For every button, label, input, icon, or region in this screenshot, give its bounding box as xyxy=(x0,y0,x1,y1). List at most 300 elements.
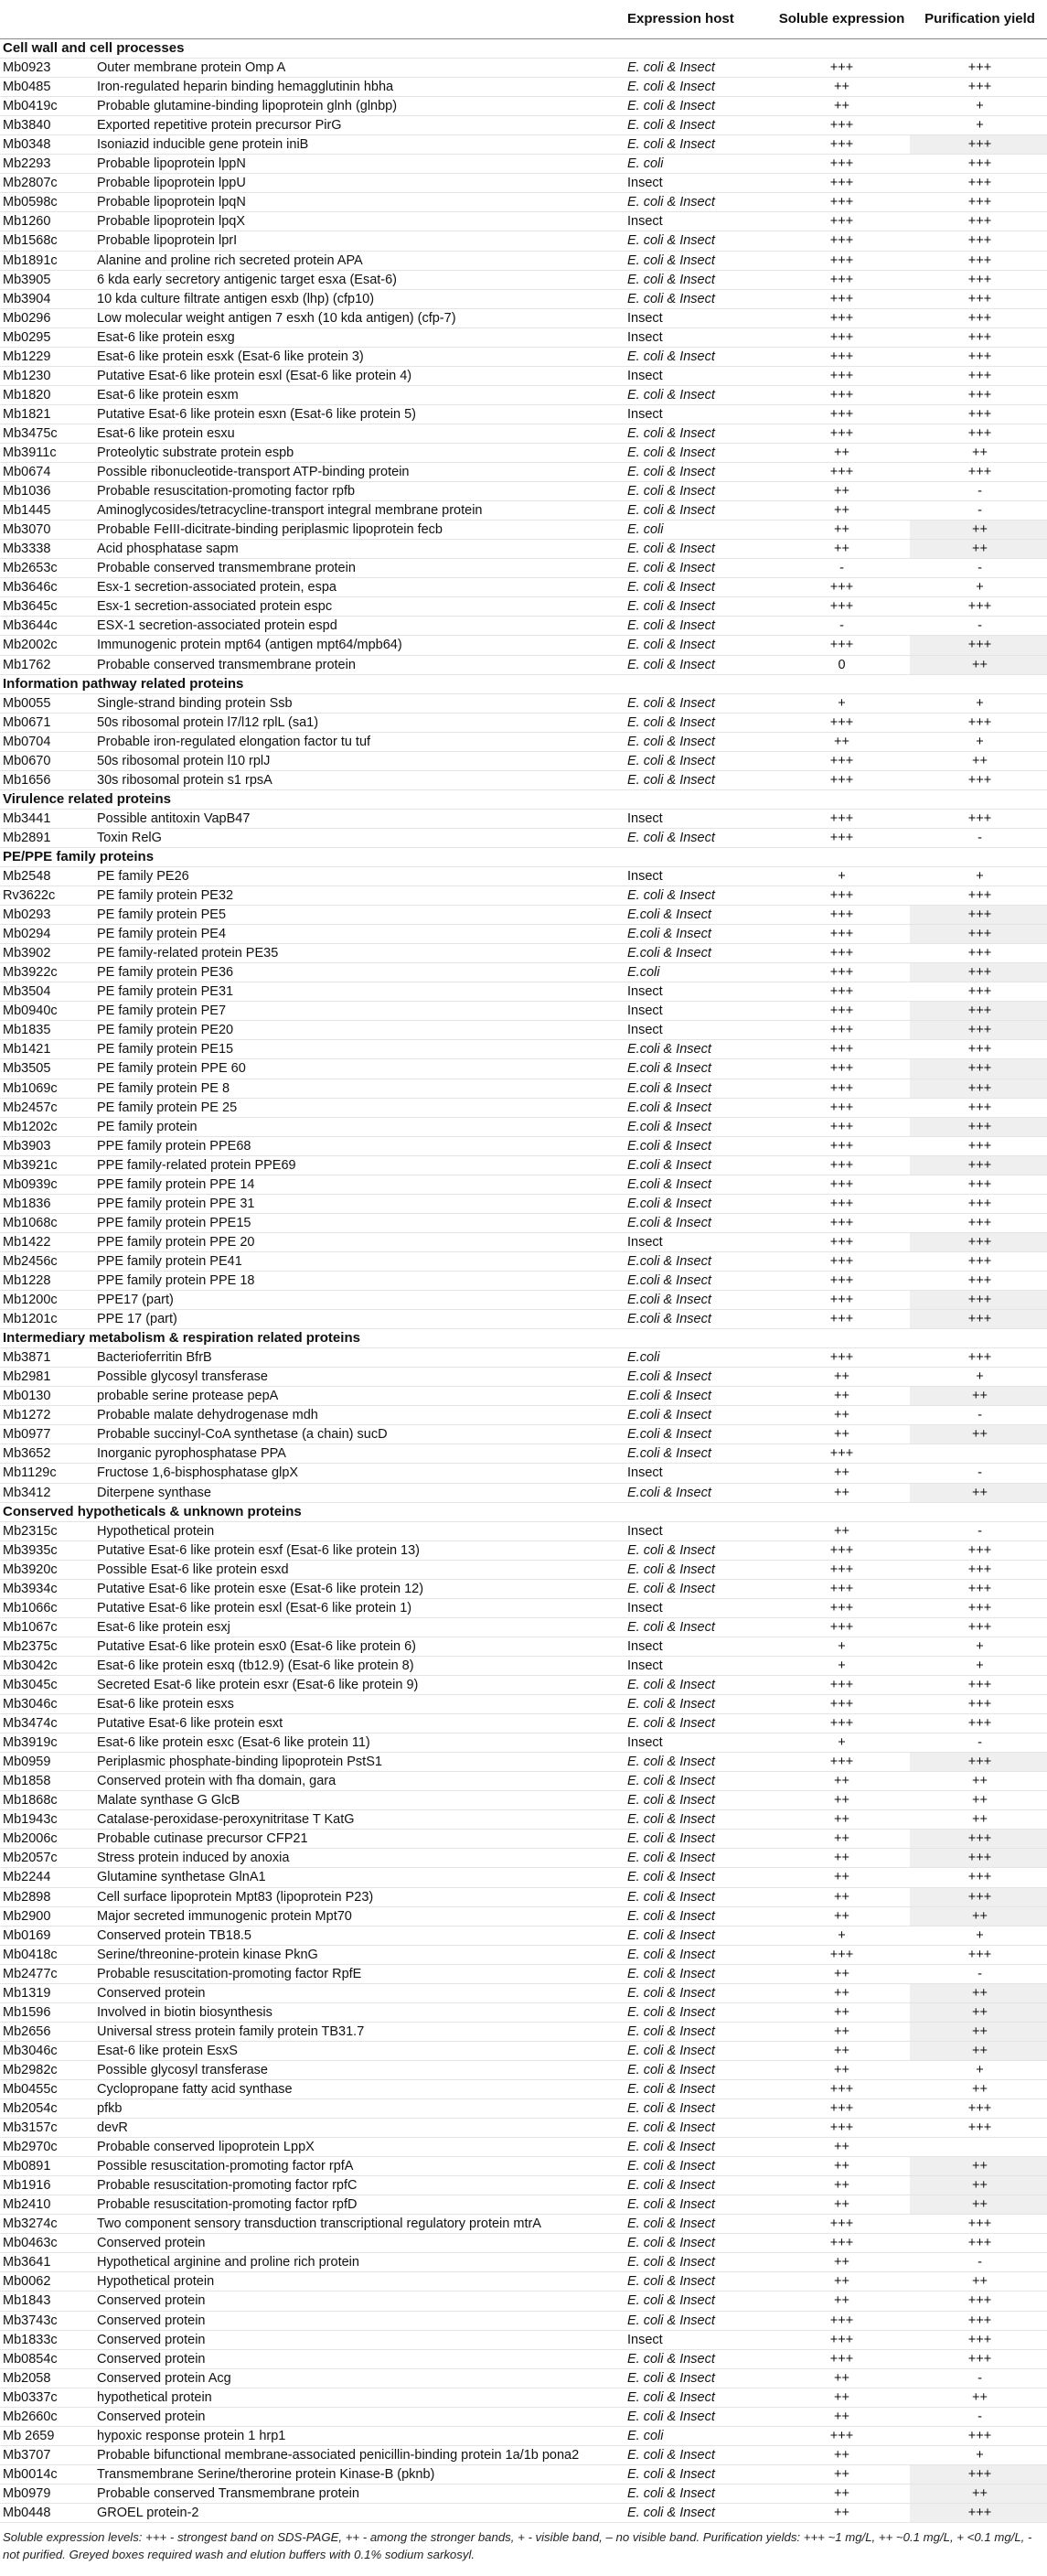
cell-gene-id: Mb3935c xyxy=(0,1540,94,1560)
cell-expression-host: E. coli & Insect xyxy=(625,1695,771,1714)
cell-expression-host: E. coli & Insect xyxy=(625,1849,771,1868)
cell-soluble-expression: +++ xyxy=(771,1695,910,1714)
cell-expression-host: Insect xyxy=(625,1733,771,1753)
cell-gene-id: Mb0923 xyxy=(0,59,94,78)
table-row xyxy=(0,1425,1047,1444)
cell-soluble-expression: + xyxy=(771,693,910,713)
cell-description: Diterpene synthase xyxy=(94,1483,625,1502)
cell-purification-yield: +++ xyxy=(910,2119,1047,2138)
cell-expression-host: E. coli & Insect xyxy=(625,1906,771,1926)
table-row xyxy=(0,1040,1047,1059)
cell-description: PPE family protein PPE 14 xyxy=(94,1175,625,1194)
cell-soluble-expression: +++ xyxy=(771,1617,910,1637)
cell-soluble-expression: ++ xyxy=(771,2292,910,2311)
cell-description: Hypothetical arginine and proline rich protein xyxy=(94,2253,625,2272)
cell-description: Esx-1 secretion-associated protein, espa xyxy=(94,578,625,597)
cell-purification-yield: +++ xyxy=(910,347,1047,366)
table-row xyxy=(0,482,1047,501)
cell-soluble-expression: ++ xyxy=(771,2138,910,2157)
cell-gene-id: Mb1943c xyxy=(0,1810,94,1830)
cell-expression-host: E. coli & Insect xyxy=(625,1868,771,1887)
cell-soluble-expression: 0 xyxy=(771,655,910,674)
table-row xyxy=(0,424,1047,443)
table-row xyxy=(0,1560,1047,1579)
cell-purification-yield: +++ xyxy=(910,212,1047,231)
cell-expression-host: E.coli & Insect xyxy=(625,1387,771,1406)
cell-purification-yield: - xyxy=(910,2368,1047,2388)
cell-expression-host: E. coli & Insect xyxy=(625,2311,771,2330)
cell-soluble-expression: +++ xyxy=(771,1002,910,1021)
cell-gene-id: Mb3474c xyxy=(0,1714,94,1733)
table-row xyxy=(0,97,1047,116)
cell-gene-id: Mb1228 xyxy=(0,1272,94,1291)
cell-description: Probable conserved lipoprotein LppX xyxy=(94,2138,625,2157)
cell-gene-id: Mb0463c xyxy=(0,2234,94,2253)
cell-soluble-expression: +++ xyxy=(771,212,910,231)
cell-description: Hypothetical protein xyxy=(94,1521,625,1540)
cell-soluble-expression: +++ xyxy=(771,404,910,424)
cell-gene-id: Mb1230 xyxy=(0,366,94,385)
cell-description: 30s ribosomal protein s1 rpsA xyxy=(94,770,625,789)
cell-purification-yield: - xyxy=(910,1521,1047,1540)
cell-purification-yield: ++ xyxy=(910,2195,1047,2215)
cell-soluble-expression: +++ xyxy=(771,1098,910,1117)
cell-description: Catalase-peroxidase-peroxynitritase T KatG xyxy=(94,1810,625,1830)
cell-soluble-expression: +++ xyxy=(771,251,910,270)
table-row xyxy=(0,1656,1047,1675)
cell-expression-host: E. coli & Insect xyxy=(625,2176,771,2195)
cell-gene-id: Mb2054c xyxy=(0,2099,94,2119)
cell-description: probable serine protease pepA xyxy=(94,1387,625,1406)
table-row xyxy=(0,2002,1047,2022)
cell-purification-yield: +++ xyxy=(910,2330,1047,2349)
cell-purification-yield: - xyxy=(910,1464,1047,1483)
cell-gene-id: Mb3157c xyxy=(0,2119,94,2138)
cell-description: Cell surface lipoprotein Mpt83 (lipoprotein P23) xyxy=(94,1887,625,1906)
cell-expression-host: E.coli & Insect xyxy=(625,1213,771,1232)
cell-gene-id: Mb2293 xyxy=(0,155,94,174)
cell-purification-yield: +++ xyxy=(910,385,1047,404)
cell-expression-host: Insect xyxy=(625,1232,771,1251)
table-row xyxy=(0,1021,1047,1040)
cell-gene-id: Mb1820 xyxy=(0,385,94,404)
cell-gene-id: Mb0337c xyxy=(0,2388,94,2407)
cell-soluble-expression: +++ xyxy=(771,1194,910,1213)
table-row xyxy=(0,1695,1047,1714)
cell-purification-yield: ++ xyxy=(910,521,1047,540)
table-row xyxy=(0,1194,1047,1213)
cell-expression-host: E. coli & Insect xyxy=(625,2119,771,2138)
cell-purification-yield: +++ xyxy=(910,424,1047,443)
cell-purification-yield: ++ xyxy=(910,1387,1047,1406)
cell-expression-host: Insect xyxy=(625,1521,771,1540)
cell-description: Aminoglycosides/tetracycline-transport integral membrane protein xyxy=(94,501,625,521)
cell-soluble-expression: +++ xyxy=(771,886,910,906)
cell-soluble-expression: +++ xyxy=(771,1560,910,1579)
cell-soluble-expression: +++ xyxy=(771,1251,910,1271)
cell-gene-id: Mb1272 xyxy=(0,1406,94,1425)
cell-soluble-expression: ++ xyxy=(771,1830,910,1849)
cell-description: Probable resuscitation-promoting factor rpfC xyxy=(94,2176,625,2195)
table-row xyxy=(0,2388,1047,2407)
cell-purification-yield: +++ xyxy=(910,1213,1047,1232)
cell-description: PE family PE26 xyxy=(94,867,625,886)
cell-soluble-expression: ++ xyxy=(771,2445,910,2464)
table-row xyxy=(0,617,1047,636)
cell-soluble-expression: +++ xyxy=(771,347,910,366)
cell-purification-yield: +++ xyxy=(910,1098,1047,1117)
cell-expression-host: E. coli & Insect xyxy=(625,597,771,617)
cell-gene-id: Mb1066c xyxy=(0,1598,94,1617)
cell-soluble-expression: ++ xyxy=(771,2022,910,2041)
cell-description: Hypothetical protein xyxy=(94,2272,625,2292)
cell-gene-id: Mb3920c xyxy=(0,1560,94,1579)
cell-expression-host: E. coli & Insect xyxy=(625,2215,771,2234)
cell-soluble-expression: +++ xyxy=(771,1291,910,1310)
cell-purification-yield: ++ xyxy=(910,1983,1047,2002)
cell-gene-id: Mb1319 xyxy=(0,1983,94,2002)
cell-expression-host: E. coli & Insect xyxy=(625,1714,771,1733)
table-row xyxy=(0,2215,1047,2234)
cell-description: Alanine and proline rich secreted protein APA xyxy=(94,251,625,270)
cell-expression-host: E. coli & Insect xyxy=(625,1983,771,2002)
cell-gene-id: Mb0959 xyxy=(0,1753,94,1772)
table-row xyxy=(0,2176,1047,2195)
cell-description: Probable resuscitation-promoting factor rpfD xyxy=(94,2195,625,2215)
table-row xyxy=(0,1714,1047,1733)
cell-soluble-expression: +++ xyxy=(771,1753,910,1772)
cell-expression-host: Insect xyxy=(625,308,771,327)
table-row xyxy=(0,1387,1047,1406)
table-row xyxy=(0,828,1047,847)
cell-gene-id: Mb1260 xyxy=(0,212,94,231)
cell-purification-yield: ++ xyxy=(910,443,1047,462)
cell-description: Cyclopropane fatty acid synthase xyxy=(94,2079,625,2098)
cell-description: PE family protein PPE 60 xyxy=(94,1059,625,1079)
cell-purification-yield: ++ xyxy=(910,655,1047,674)
cell-purification-yield: +++ xyxy=(910,1136,1047,1155)
table-row xyxy=(0,2349,1047,2368)
table-row xyxy=(0,1368,1047,1387)
table-row xyxy=(0,1617,1047,1637)
cell-expression-host: E. coli & Insect xyxy=(625,2368,771,2388)
table-row xyxy=(0,2041,1047,2060)
cell-soluble-expression: +++ xyxy=(771,1598,910,1617)
cell-expression-host: E. coli & Insect xyxy=(625,135,771,155)
cell-purification-yield: +++ xyxy=(910,2311,1047,2330)
cell-purification-yield: - xyxy=(910,482,1047,501)
cell-expression-host: E.coli & Insect xyxy=(625,1368,771,1387)
table-row xyxy=(0,1887,1047,1906)
cell-description: Probable malate dehydrogenase mdh xyxy=(94,1406,625,1425)
cell-gene-id: Mb2900 xyxy=(0,1906,94,1926)
table-row xyxy=(0,732,1047,751)
table-body xyxy=(0,39,1047,2523)
table-row xyxy=(0,1464,1047,1483)
table-row xyxy=(0,1579,1047,1598)
cell-expression-host: E. coli & Insect xyxy=(625,1964,771,1983)
cell-expression-host: Insect xyxy=(625,1021,771,1040)
cell-expression-host: E. coli & Insect xyxy=(625,97,771,116)
cell-soluble-expression: +++ xyxy=(771,2330,910,2349)
cell-expression-host: E. coli & Insect xyxy=(625,1887,771,1906)
table-row xyxy=(0,135,1047,155)
cell-expression-host: E. coli & Insect xyxy=(625,251,771,270)
cell-description: Conserved protein xyxy=(94,2292,625,2311)
table-row xyxy=(0,59,1047,78)
cell-purification-yield: +++ xyxy=(910,1272,1047,1291)
table-row xyxy=(0,2138,1047,2157)
table-row xyxy=(0,404,1047,424)
table-row xyxy=(0,251,1047,270)
cell-description: Esx-1 secretion-associated protein espc xyxy=(94,597,625,617)
cell-expression-host: E. coli & Insect xyxy=(625,231,771,251)
cell-gene-id: Mb3641 xyxy=(0,2253,94,2272)
cell-description: Probable glutamine-binding lipoprotein glnh (glnbp) xyxy=(94,97,625,116)
cell-gene-id: Mb1596 xyxy=(0,2002,94,2022)
cell-gene-id: Mb3921c xyxy=(0,1155,94,1175)
cell-soluble-expression: +++ xyxy=(771,1348,910,1368)
cell-description: PE family protein PE31 xyxy=(94,982,625,1002)
cell-expression-host: Insect xyxy=(625,867,771,886)
cell-soluble-expression: ++ xyxy=(771,2388,910,2407)
cell-description: Two component sensory transduction transcriptional regulatory protein mtrA xyxy=(94,2215,625,2234)
cell-gene-id: Mb0455c xyxy=(0,2079,94,2098)
cell-description: Outer membrane protein Omp A xyxy=(94,59,625,78)
cell-soluble-expression: + xyxy=(771,1637,910,1656)
cell-description: PE family protein PE 25 xyxy=(94,1098,625,1117)
cell-description: Probable lipoprotein lprI xyxy=(94,231,625,251)
cell-description: Conserved protein xyxy=(94,2234,625,2253)
cell-soluble-expression: +++ xyxy=(771,713,910,732)
cell-purification-yield: ++ xyxy=(910,1483,1047,1502)
cell-description: Probable iron-regulated elongation factor tu tuf xyxy=(94,732,625,751)
cell-purification-yield: - xyxy=(910,617,1047,636)
cell-purification-yield: - xyxy=(910,559,1047,578)
section-title: Virulence related proteins xyxy=(0,789,1047,809)
cell-soluble-expression: +++ xyxy=(771,1444,910,1464)
cell-soluble-expression: +++ xyxy=(771,1059,910,1079)
cell-expression-host: E. coli & Insect xyxy=(625,385,771,404)
cell-description: Possible resuscitation-promoting factor rpfA xyxy=(94,2157,625,2176)
cell-expression-host: E. coli & Insect xyxy=(625,1791,771,1810)
cell-expression-host: Insect xyxy=(625,809,771,828)
cell-purification-yield: +++ xyxy=(910,906,1047,925)
cell-description: PPE family protein PPE 31 xyxy=(94,1194,625,1213)
cell-expression-host: Insect xyxy=(625,1464,771,1483)
cell-purification-yield: - xyxy=(910,2253,1047,2272)
cell-soluble-expression: +++ xyxy=(771,1714,910,1733)
cell-gene-id: Mb1067c xyxy=(0,1617,94,1637)
cell-expression-host: E.coli & Insect xyxy=(625,1155,771,1175)
cell-gene-id: Mb2456c xyxy=(0,1251,94,1271)
cell-gene-id: Mb1200c xyxy=(0,1291,94,1310)
cell-description: Conserved protein xyxy=(94,2407,625,2426)
cell-description: PE family protein PE20 xyxy=(94,1021,625,1040)
cell-description: Conserved protein xyxy=(94,2330,625,2349)
cell-gene-id: Mb3904 xyxy=(0,289,94,308)
cell-purification-yield: - xyxy=(910,1964,1047,1983)
cell-soluble-expression: + xyxy=(771,1926,910,1945)
table-row xyxy=(0,1964,1047,1983)
table-row xyxy=(0,1540,1047,1560)
cell-soluble-expression: ++ xyxy=(771,1406,910,1425)
table-row xyxy=(0,385,1047,404)
cell-soluble-expression: +++ xyxy=(771,751,910,770)
cell-purification-yield: +++ xyxy=(910,1175,1047,1194)
cell-gene-id: Mb2410 xyxy=(0,2195,94,2215)
cell-expression-host: Insect xyxy=(625,212,771,231)
cell-description: Putative Esat-6 like protein esxf (Esat-6 like protein 13) xyxy=(94,1540,625,1560)
cell-soluble-expression: +++ xyxy=(771,1117,910,1136)
cell-purification-yield: +++ xyxy=(910,193,1047,212)
cell-purification-yield: +++ xyxy=(910,1830,1047,1849)
cell-purification-yield: +++ xyxy=(910,1560,1047,1579)
cell-soluble-expression: ++ xyxy=(771,2195,910,2215)
cell-gene-id: Mb0485 xyxy=(0,78,94,97)
cell-gene-id: Mb3505 xyxy=(0,1059,94,1079)
cell-description: Esat-6 like protein esxg xyxy=(94,327,625,347)
cell-purification-yield: ++ xyxy=(910,540,1047,559)
table-row xyxy=(0,1213,1047,1232)
cell-purification-yield: +++ xyxy=(910,1310,1047,1329)
table-row xyxy=(0,1753,1047,1772)
table-row xyxy=(0,1983,1047,2002)
cell-description: Esat-6 like protein esxk (Esat-6 like protein 3) xyxy=(94,347,625,366)
cell-description: PE family protein PE36 xyxy=(94,963,625,982)
cell-gene-id: Mb2457c xyxy=(0,1098,94,1117)
cell-gene-id: Mb1835 xyxy=(0,1021,94,1040)
cell-gene-id: Mb3070 xyxy=(0,521,94,540)
cell-soluble-expression: ++ xyxy=(771,1464,910,1483)
cell-expression-host: E. coli & Insect xyxy=(625,713,771,732)
cell-gene-id: Mb0294 xyxy=(0,925,94,944)
table-row xyxy=(0,2445,1047,2464)
table-row xyxy=(0,2368,1047,2388)
table-row xyxy=(0,1906,1047,1926)
table-row xyxy=(0,231,1047,251)
table-row xyxy=(0,2484,1047,2503)
cell-expression-host: E. coli & Insect xyxy=(625,828,771,847)
cell-soluble-expression: ++ xyxy=(771,2041,910,2060)
cell-expression-host: E. coli & Insect xyxy=(625,540,771,559)
table-row xyxy=(0,2060,1047,2079)
cell-description: Probable FeIII-dicitrate-binding periplasmic lipoprotein fecb xyxy=(94,521,625,540)
table-row xyxy=(0,174,1047,193)
cell-gene-id: Mb0977 xyxy=(0,1425,94,1444)
cell-gene-id: Mb1821 xyxy=(0,404,94,424)
table-row xyxy=(0,1444,1047,1464)
cell-gene-id: Mb1568c xyxy=(0,231,94,251)
cell-description: PPE family protein PPE68 xyxy=(94,1136,625,1155)
cell-gene-id: Mb1762 xyxy=(0,655,94,674)
cell-soluble-expression: ++ xyxy=(771,1983,910,2002)
cell-description: PE family protein PE7 xyxy=(94,1002,625,1021)
cell-purification-yield: +++ xyxy=(910,1579,1047,1598)
cell-soluble-expression: +++ xyxy=(771,116,910,135)
table-row xyxy=(0,636,1047,655)
cell-expression-host: E. coli & Insect xyxy=(625,501,771,521)
cell-expression-host: E.coli & Insect xyxy=(625,944,771,963)
cell-gene-id: Mb3902 xyxy=(0,944,94,963)
table-row xyxy=(0,1059,1047,1079)
cell-purification-yield: +++ xyxy=(910,944,1047,963)
cell-expression-host: E. coli & Insect xyxy=(625,2484,771,2503)
cell-soluble-expression: +++ xyxy=(771,578,910,597)
cell-purification-yield: ++ xyxy=(910,2388,1047,2407)
cell-expression-host: E.coli & Insect xyxy=(625,925,771,944)
cell-soluble-expression: +++ xyxy=(771,366,910,385)
cell-purification-yield: +++ xyxy=(910,2504,1047,2523)
cell-soluble-expression: +++ xyxy=(771,963,910,982)
cell-expression-host: E.coli & Insect xyxy=(625,1040,771,1059)
cell-soluble-expression: ++ xyxy=(771,1810,910,1830)
table-row xyxy=(0,1637,1047,1656)
table-row xyxy=(0,1155,1047,1175)
cell-expression-host: E. coli & Insect xyxy=(625,2407,771,2426)
table-row xyxy=(0,1175,1047,1194)
cell-expression-host: Insect xyxy=(625,1637,771,1656)
cell-gene-id: Mb0854c xyxy=(0,2349,94,2368)
cell-soluble-expression: ++ xyxy=(771,2504,910,2523)
cell-purification-yield: ++ xyxy=(910,1425,1047,1444)
cell-purification-yield: + xyxy=(910,1656,1047,1675)
cell-description: devR xyxy=(94,2119,625,2138)
cell-description: Immunogenic protein mpt64 (antigen mpt64/mpb64) xyxy=(94,636,625,655)
cell-gene-id: Mb2375c xyxy=(0,1637,94,1656)
cell-expression-host: E. coli & Insect xyxy=(625,1926,771,1945)
cell-soluble-expression: ++ xyxy=(771,2407,910,2426)
cell-description: Esat-6 like protein esxm xyxy=(94,385,625,404)
cell-soluble-expression: ++ xyxy=(771,1964,910,1983)
cell-purification-yield: +++ xyxy=(910,174,1047,193)
table-row xyxy=(0,116,1047,135)
header-expression-host: Expression host xyxy=(625,0,771,39)
cell-soluble-expression: ++ xyxy=(771,1791,910,1810)
cell-expression-host: Insect xyxy=(625,1598,771,1617)
table-row xyxy=(0,2272,1047,2292)
cell-soluble-expression: ++ xyxy=(771,443,910,462)
table-row xyxy=(0,2464,1047,2484)
cell-gene-id: Mb3475c xyxy=(0,424,94,443)
cell-description: Putative Esat-6 like protein esxt xyxy=(94,1714,625,1733)
cell-description: Esat-6 like protein EsxS xyxy=(94,2041,625,2060)
cell-soluble-expression: +++ xyxy=(771,1945,910,1964)
cell-soluble-expression: ++ xyxy=(771,2464,910,2484)
cell-purification-yield: +++ xyxy=(910,59,1047,78)
cell-soluble-expression: +++ xyxy=(771,770,910,789)
cell-description: Low molecular weight antigen 7 esxh (10 kda antigen) (cfp-7) xyxy=(94,308,625,327)
cell-soluble-expression: ++ xyxy=(771,482,910,501)
cell-purification-yield: +++ xyxy=(910,1059,1047,1079)
cell-description: Inorganic pyrophosphatase PPA xyxy=(94,1444,625,1464)
cell-description: Esat-6 like protein esxj xyxy=(94,1617,625,1637)
cell-description: PPE family protein PPE 20 xyxy=(94,1232,625,1251)
cell-description: PPE family protein PPE 18 xyxy=(94,1272,625,1291)
section-title: Conserved hypotheticals & unknown proteins xyxy=(0,1502,1047,1521)
table-row xyxy=(0,1310,1047,1329)
cell-expression-host: E.coli & Insect xyxy=(625,1444,771,1464)
cell-soluble-expression: ++ xyxy=(771,2484,910,2503)
cell-soluble-expression: +++ xyxy=(771,1175,910,1194)
cell-soluble-expression: +++ xyxy=(771,944,910,963)
cell-soluble-expression: +++ xyxy=(771,906,910,925)
cell-soluble-expression: +++ xyxy=(771,809,910,828)
cell-soluble-expression: +++ xyxy=(771,2349,910,2368)
table-row xyxy=(0,2195,1047,2215)
cell-purification-yield: +++ xyxy=(910,1868,1047,1887)
cell-purification-yield: +++ xyxy=(910,135,1047,155)
